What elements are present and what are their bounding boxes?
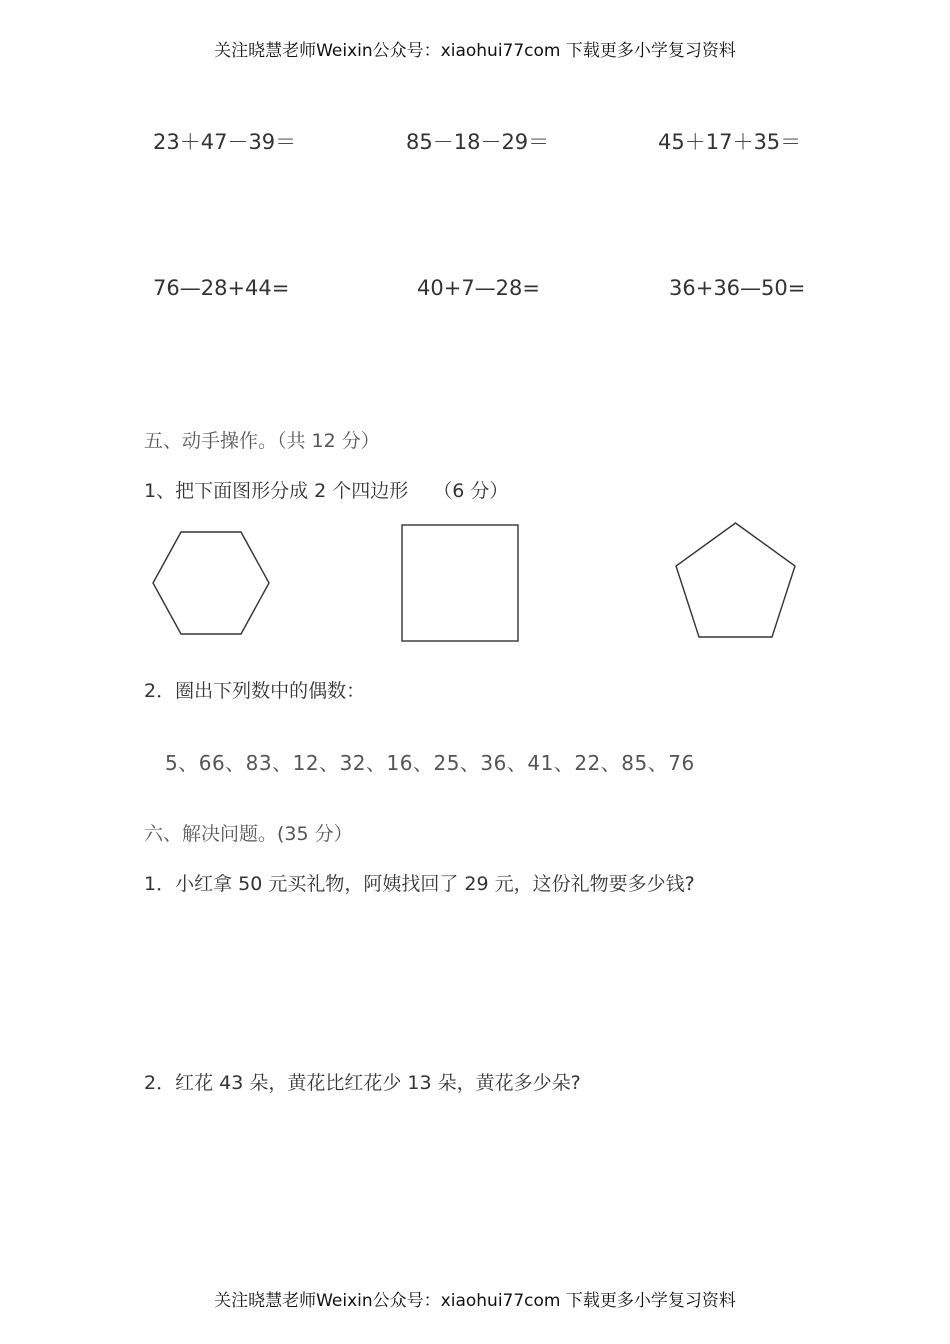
section-6-question-1: 1．小红拿 50 元买礼物，阿姨找回了 29 元，这份礼物要多少钱? <box>144 873 695 895</box>
page-header: 关注晓慧老师Weixin公众号：xiaohui77com 下载更多小学复习资料 <box>214 41 736 61</box>
hexagon-shape <box>150 530 272 636</box>
pentagon-shape <box>673 521 798 640</box>
section-5-question-2: 2．圈出下列数中的偶数： <box>144 680 366 702</box>
section-5-title: 五、动手操作。（共 12 分） <box>144 430 380 452</box>
calc-expression: 23＋47－39＝ <box>153 130 297 154</box>
square-shape <box>401 524 519 642</box>
section-6-title: 六、解决问题。(35 分） <box>144 823 353 845</box>
calc-expression: 85－18－29＝ <box>406 130 550 154</box>
section-6-question-2: 2．红花 43 朵，黄花比红花少 13 朵，黄花多少朵? <box>144 1072 581 1094</box>
page-footer: 关注晓慧老师Weixin公众号：xiaohui77com 下载更多小学复习资料 <box>214 1291 736 1311</box>
calc-expression: 45＋17＋35＝ <box>658 130 802 154</box>
calc-expression: 76—28+44= <box>153 276 290 300</box>
section-5-question-1: 1、把下面图形分成 2 个四边形 （6 分） <box>144 480 509 502</box>
number-list: 5、66、83、12、32、16、25、36、41、22、85、76 <box>165 751 695 775</box>
calc-expression: 40+7—28= <box>417 276 540 300</box>
calc-expression: 36+36—50= <box>669 276 806 300</box>
